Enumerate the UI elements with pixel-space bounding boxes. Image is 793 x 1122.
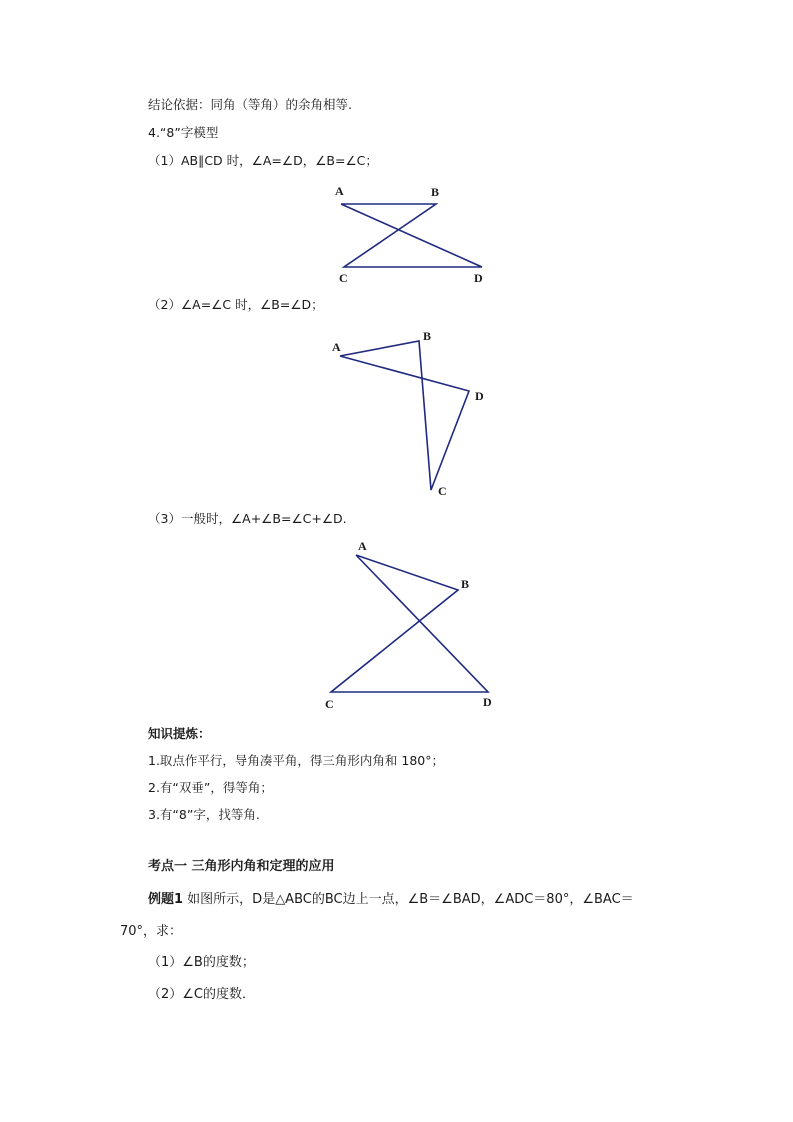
case-3-text: （3）一般时，∠A+∠B=∠C+∠D. (148, 511, 347, 526)
example-text: 如图所示，D是△ABC的BC边上一点，∠B＝∠BAD，∠ADC＝80°，∠BAC＝ (183, 892, 634, 907)
figure-1-label-d: D (474, 271, 483, 285)
refine-title: 知识提炼： (148, 726, 211, 741)
example-label: 例题1 (148, 892, 184, 907)
figure-3-label-b: B (461, 577, 470, 591)
model-title: 4.“8”字模型 (148, 125, 219, 140)
refine-item-3: 3.有“8”字，找等角. (148, 807, 260, 822)
refine-item-1: 1.取点作平行，导角凑平角，得三角形内角和 180°； (148, 753, 445, 768)
case-2-text: （2）∠A=∠C 时，∠B=∠D； (148, 297, 324, 312)
figure-3-label-c: C (325, 697, 334, 711)
figure-2-label-d: D (475, 389, 484, 403)
figure-3-label-a: A (358, 539, 367, 553)
case-1-text: （1）AB∥CD 时，∠A=∠D，∠B=∠C； (148, 153, 378, 168)
figure-2-label-b: B (423, 329, 432, 343)
figure-2-label-a: A (332, 340, 341, 354)
question-1: （1）∠B的度数； (148, 955, 255, 970)
figure-2-label-c: C (438, 484, 447, 498)
kaodian-heading: 考点一 三角形内角和定理的应用 (148, 859, 335, 874)
example-continuation: 70°，求： (120, 924, 183, 939)
question-2: （2）∠C的度数． (148, 987, 256, 1002)
example-paragraph (148, 891, 634, 909)
conclusion-line: 结论依据：同角（等角）的余角相等. (148, 97, 352, 112)
figure-3-label-d: D (483, 695, 492, 709)
figure-1-label-c: C (339, 271, 348, 285)
figure-1-label-a: A (335, 184, 344, 198)
refine-item-2: 2.有“双垂”，得等角； (148, 780, 273, 795)
figure-3-path (331, 555, 488, 692)
figure-1-label-b: B (431, 185, 440, 199)
